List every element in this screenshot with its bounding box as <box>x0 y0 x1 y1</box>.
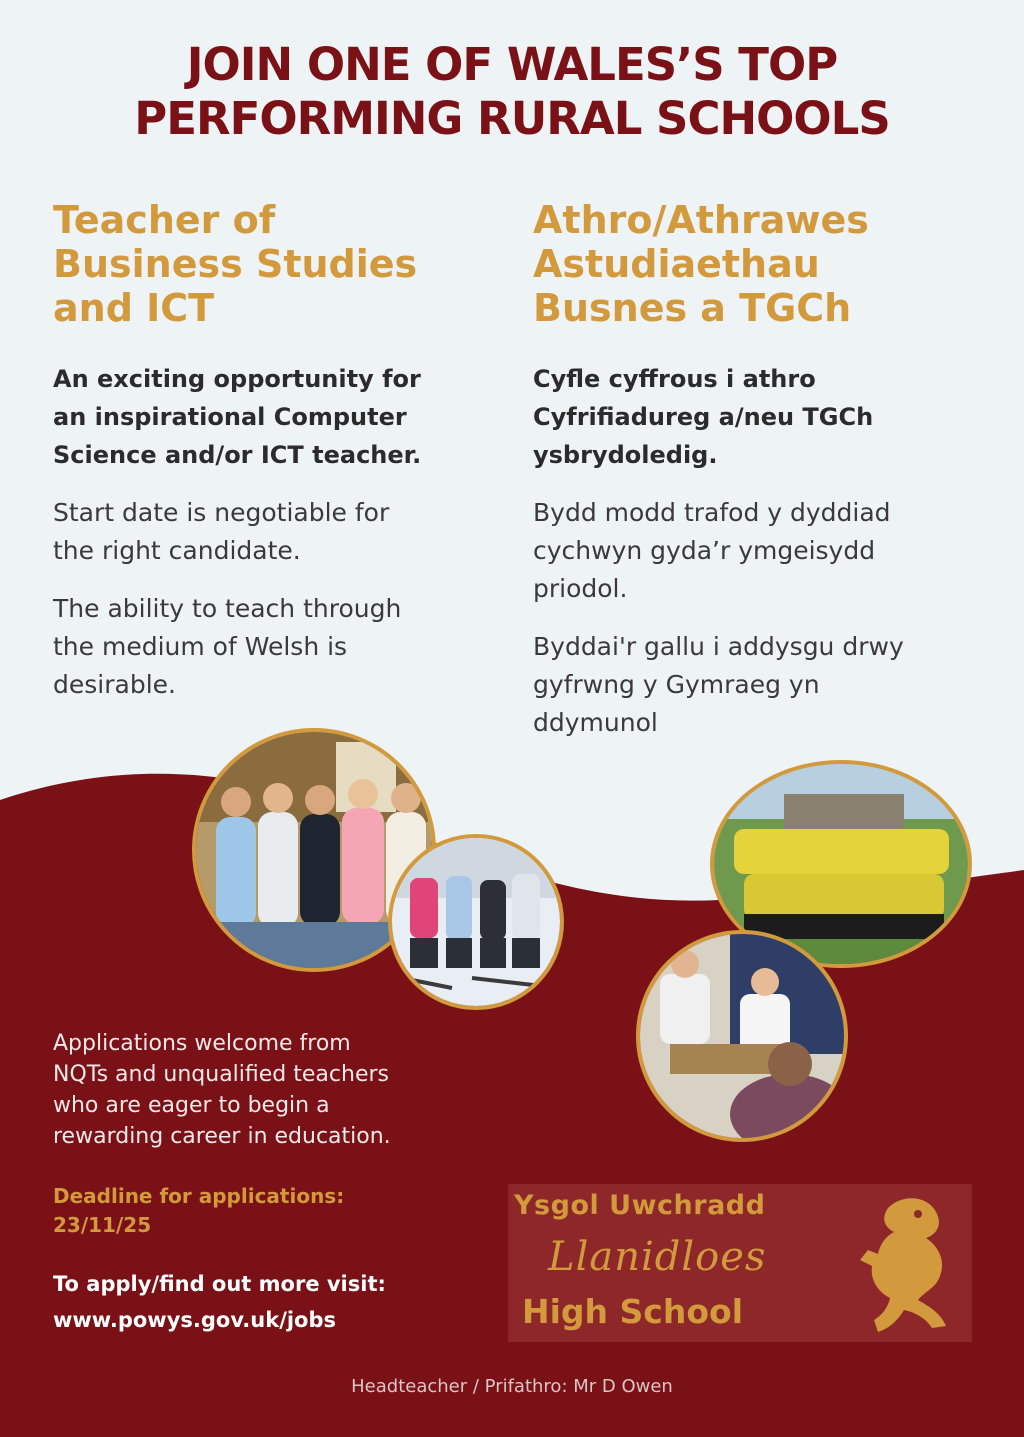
lion-rampant-icon <box>848 1188 968 1338</box>
school-logo <box>508 1184 972 1342</box>
applications-line: NQTs and unqualified teachers <box>53 1062 389 1087</box>
english-job-title <box>53 198 493 330</box>
welsh-title-line: Busnes a TGCh <box>533 286 852 330</box>
applications-line: who are eager to begin a <box>53 1093 330 1118</box>
english-welsh-line: The ability to teach through <box>53 594 402 623</box>
welsh-welsh-requirement <box>533 628 993 742</box>
english-lead <box>53 360 493 474</box>
welsh-start-date <box>533 494 993 608</box>
skiing-trip-photo <box>388 834 564 1010</box>
logo-line-town: Llanidloes <box>548 1234 767 1280</box>
headline-line-2: PERFORMING RURAL SCHOOLS <box>134 92 890 145</box>
deadline-label: Deadline for applications: <box>53 1184 345 1208</box>
welsh-lead-line: Cyfle cyffrous i athro <box>533 365 816 393</box>
welsh-start-line: cychwyn gyda’r ymgeisydd <box>533 536 876 565</box>
english-title-line: Business Studies <box>53 242 418 286</box>
headteacher-footer: Headteacher / Prifathro: Mr D Owen <box>351 1376 673 1397</box>
welsh-welsh-line: gyfrwng y Gymraeg yn <box>533 670 820 699</box>
english-column <box>53 198 493 704</box>
applications-line: Applications welcome from <box>53 1031 351 1056</box>
apply-label: To apply/find out more visit: <box>53 1272 386 1296</box>
english-lead-line: Science and/or ICT teacher. <box>53 441 422 469</box>
welsh-job-title <box>533 198 993 330</box>
welsh-start-line: Bydd modd trafod y dyddiad <box>533 498 891 527</box>
page-headline <box>0 38 1024 146</box>
english-start-line: the right candidate. <box>53 536 301 565</box>
english-title-line: and ICT <box>53 286 215 330</box>
logo-line-welsh: Ysgol Uwchradd <box>514 1190 766 1221</box>
english-lead-line: An exciting opportunity for <box>53 365 421 393</box>
deadline-date: 23/11/25 <box>53 1213 152 1237</box>
deadline-block <box>53 1182 344 1240</box>
welsh-start-line: priodol. <box>533 574 628 603</box>
apply-url-link[interactable]: www.powys.gov.uk/jobs <box>53 1308 337 1332</box>
apply-block <box>53 1266 386 1338</box>
welsh-column <box>533 198 993 742</box>
welsh-lead <box>533 360 993 474</box>
applications-line: rewarding career in education. <box>53 1124 391 1149</box>
welsh-title-line: Astudiaethau <box>533 242 820 286</box>
headline-line-1: JOIN ONE OF WALES’S TOP <box>186 38 838 91</box>
english-start-date <box>53 494 493 570</box>
welsh-welsh-line: Byddai'r gallu i addysgu drwy <box>533 632 904 661</box>
welsh-lead-line: ysbrydoledig. <box>533 441 718 469</box>
welsh-welsh-line: ddymunol <box>533 708 658 737</box>
english-start-line: Start date is negotiable for <box>53 498 390 527</box>
english-welsh-line: the medium of Welsh is <box>53 632 348 661</box>
english-lead-line: an inspirational Computer <box>53 403 407 431</box>
english-welsh-line: desirable. <box>53 670 176 699</box>
english-welsh-requirement <box>53 590 493 704</box>
applications-welcome <box>53 1028 513 1152</box>
english-title-line: Teacher of <box>53 198 276 242</box>
logo-line-english: High School <box>522 1292 744 1331</box>
welsh-lead-line: Cyfrifiadureg a/neu TGCh <box>533 403 874 431</box>
welsh-title-line: Athro/Athrawes <box>533 198 869 242</box>
classroom-photo <box>636 930 848 1142</box>
